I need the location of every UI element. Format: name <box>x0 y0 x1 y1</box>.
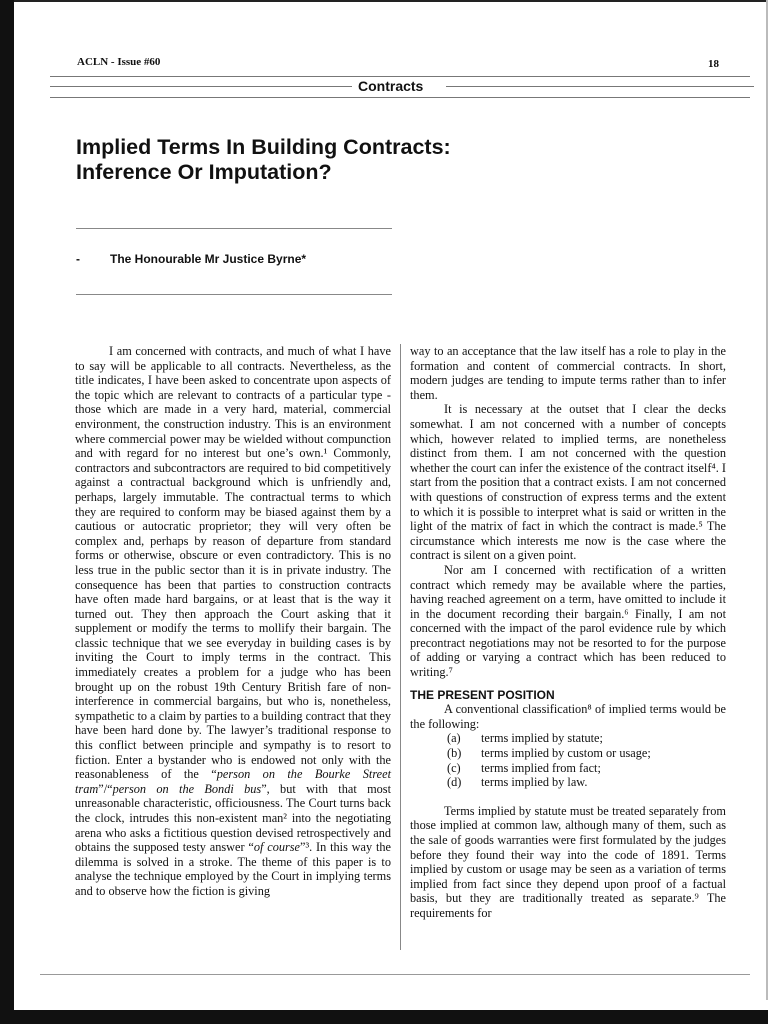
right-paragraph-4: A conventional classification⁸ of implied terms would be the following: <box>410 702 726 731</box>
list-item: (a) terms implied by statute; <box>447 731 603 746</box>
right-paragraph-5: Terms implied by statute must be treated separately from those implied at common law, although many of them, such as the sale of goods warranties were first formulated by the judges before they found their way into the code of 1891. Terms implied by custom or usage may be seen as a variation of terms implied from fact since they depend upon proof of a factual basis, but they are traditionally treated as separate.⁹ The requirements for <box>410 803 726 920</box>
author-byline: The Honourable Mr Justice Byrne* <box>110 252 307 266</box>
left-column <box>75 344 391 899</box>
article-title <box>76 135 451 185</box>
author-dash: - <box>76 252 80 266</box>
section-rule-right <box>446 86 754 87</box>
classification-list <box>447 731 726 789</box>
page-number: 18 <box>708 58 719 70</box>
right-paragraph-3: Nor am I concerned with rectification of a written contract which remedy may be available where the parties, having reached agreement on a term, have omitted to include it in the document recording their bargain.⁶ Finally, I am not concerned with the impact of the parol evidence rule by which precontract negotiations may not be resorted to for the purpose of adding or varying a contract which has been reduced to writing.⁷ <box>410 562 726 680</box>
right-paragraph-1: way to an acceptance that the law itself has a role to play in the formation and content of commercial contracts. In short, modern judges are tending to impute terms rather than to infer them. <box>410 344 726 402</box>
subheading-present-position: THE PRESENT POSITION <box>410 687 555 702</box>
list-item: (c) terms implied from fact; <box>447 760 601 775</box>
author-rule-top <box>76 228 392 229</box>
header-rule-bottom <box>50 97 750 98</box>
right-column <box>410 344 726 921</box>
column-divider <box>400 344 401 950</box>
list-item: (b) terms implied by custom or usage; <box>447 746 651 761</box>
section-rule-left <box>50 86 352 87</box>
section-title: Contracts <box>358 78 424 94</box>
header-rule-top <box>50 76 750 77</box>
author-rule-bottom <box>76 294 392 295</box>
scan-bottom-edge <box>0 1010 768 1024</box>
left-paragraph: I am concerned with contracts, and much of what I have to say will be applicable to all contracts. Nevertheless, as the title indicates, I have been asked to concentrate upon aspects of the topic which are relevant to contracts of a particular type - those which are made in a very hard, material, commercial environment, the construction industry. This is an environment where commercial power may be wielded without compunction and with regard for no interest but one’s own.¹ Commonly, contractors and subcontractors are required to bid competitively against a contractual background which is unfriendly and, perhaps, largely immutable. The contractual terms to which they are required to conform may be biased against them by a cautious or autocratic proprietor; they will very often be complex and, perhaps by reason of departure from standard forms or otherwise, obscure or even contradictory. This is no less true in the public sector than it is in private industry. The consequence has been that parties to construction contracts have often made hard bargains, or at least that is the way it turned out. They then approach the Court asking that it supplement or modify the terms to mollify their bargain. The classic technique that we see everyday in building cases is by inviting the Court to imply terms in the contract. This immediately creates a problem for a judge who has been brought up on the robust 19th Century British fare of non-interference in commercial bargains, but who is, nonetheless, sympathetic to a claim by parties to a building contract that they have been hard done by. The lawyer’s traditional response to this conflict between principle and sympathy is to resort to fiction. Enter a bystander who is endowed not only with the reasonableness of the “person on the Bourke Street tram”/“person on the Bondi bus”, but with that most unreasonable characteristic, officiousness. The Court turns back the clock, intrudes this non-existent man² into the negotiating arena who asks a fictitious question devised retrospectively and obtains the supposed testy answer “of course”³. In this way the dilemma is solved in a stroke. The theme of this paper is to analyse the technique employed by the Court in implying terms and to observe how the fiction is giving <box>75 344 392 898</box>
footer-rule <box>40 974 750 975</box>
journal-issue: ACLN - Issue #60 <box>77 56 161 68</box>
scan-left-edge <box>0 0 14 1010</box>
list-item: (d) terms implied by law. <box>447 775 588 790</box>
right-paragraph-2: It is necessary at the outset that I clear the decks somewhat. I am not concerned with a number of concepts which, however related to implied terms, are nonetheless distinct from them. I am not concerned with the question whether the court can infer the existence of the contract itself⁴. I start from the position that a contract exists. I am not concerned with questions of construction of express terms and the extent to which it is possible to interpret what is said or written in the light of the matrix of fact in which the contract is made.⁵ The circumstance which interests me now is the case where the contract is silent on a given point. <box>410 402 726 563</box>
article-title-line-2: Inference Or Imputation? <box>76 160 332 184</box>
page-top-border <box>0 0 768 18</box>
article-title-line-1: Implied Terms In Building Contracts: <box>76 135 451 159</box>
